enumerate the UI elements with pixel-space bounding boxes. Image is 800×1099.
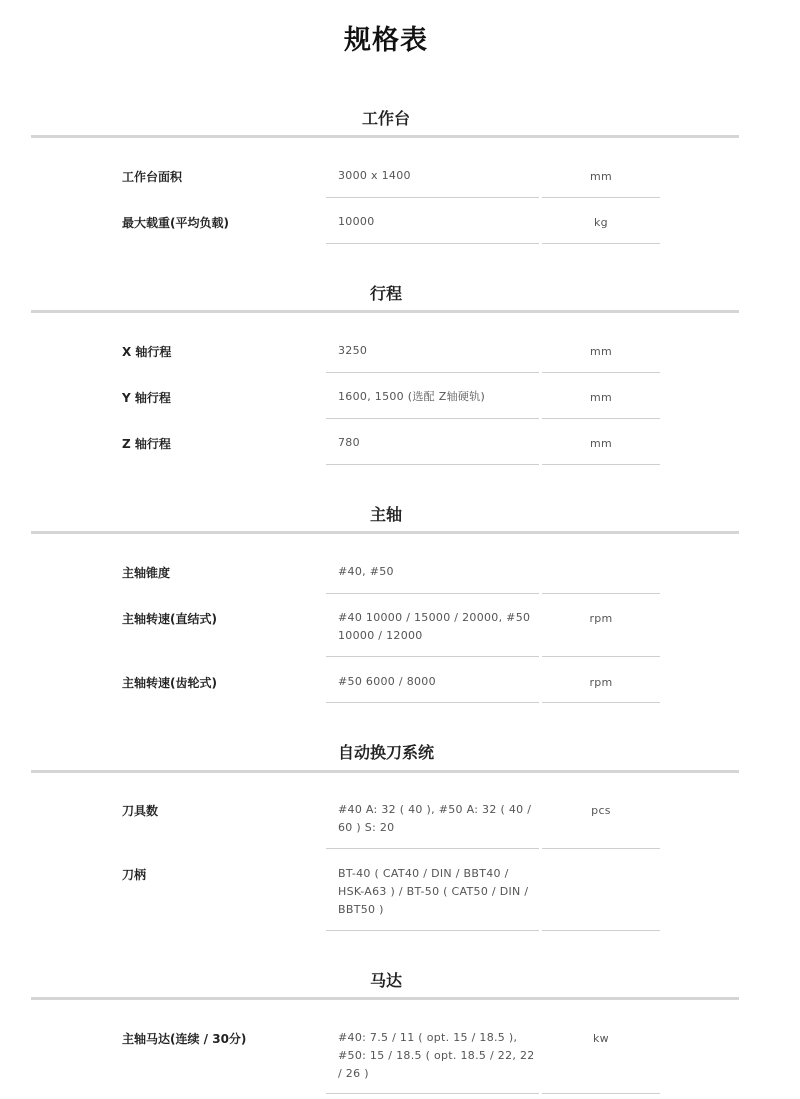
spec-value: 10000 bbox=[338, 215, 375, 228]
row-divider bbox=[542, 848, 660, 849]
section-divider bbox=[31, 135, 739, 138]
section-heading-motor: 马达 bbox=[369, 971, 402, 990]
spec-unit: mm bbox=[589, 391, 613, 404]
row-divider bbox=[326, 656, 539, 657]
section-heading-atc: 自动换刀系统 bbox=[337, 743, 434, 762]
spec-value: 780 bbox=[338, 436, 360, 449]
section-heading-spindle: 主轴 bbox=[369, 505, 402, 524]
spec-unit: kw bbox=[593, 1032, 609, 1045]
section-divider bbox=[31, 770, 739, 773]
spec-unit: mm bbox=[589, 170, 613, 183]
row-divider bbox=[542, 197, 660, 198]
row-divider bbox=[326, 372, 539, 373]
row-divider bbox=[542, 656, 660, 657]
page-title: 规格表 bbox=[344, 25, 428, 56]
spec-unit: kg bbox=[594, 216, 608, 229]
section-divider bbox=[31, 531, 739, 534]
spec-unit: mm bbox=[589, 437, 613, 450]
row-divider bbox=[326, 418, 539, 419]
spec-label: Y 轴行程 bbox=[122, 391, 171, 405]
section-divider bbox=[31, 310, 739, 313]
spec-value: 1600, 1500 (选配 Z轴硬轨) bbox=[338, 390, 486, 403]
row-divider bbox=[542, 702, 660, 703]
section-heading-travel: 行程 bbox=[369, 284, 402, 303]
spec-label: Z 轴行程 bbox=[122, 437, 171, 451]
spec-value: #50 6000 / 8000 bbox=[338, 675, 436, 688]
spec-unit: pcs bbox=[591, 804, 611, 817]
section-divider bbox=[31, 997, 739, 1000]
row-divider bbox=[542, 418, 660, 419]
spec-value: BT-40 ( CAT40 / DIN / BBT40 / HSK-A63 ) / BT-50 ( CAT50 / DIN / BBT50 ) bbox=[338, 867, 529, 916]
spec-label: 工作台面积 bbox=[122, 170, 183, 184]
row-divider bbox=[326, 464, 539, 465]
row-divider bbox=[542, 1093, 660, 1094]
row-divider bbox=[542, 372, 660, 373]
spec-label: 主轴转速(齿轮式) bbox=[122, 676, 217, 690]
row-divider bbox=[326, 930, 539, 931]
spec-value: #40, #50 bbox=[338, 565, 394, 578]
row-divider bbox=[326, 1093, 539, 1094]
spec-value: #40: 7.5 / 11 ( opt. 15 / 18.5 ), #50: 15 / 18.5 ( opt. 18.5 / 22, 22 / 26 ) bbox=[338, 1031, 535, 1080]
spec-value: 3250 bbox=[338, 344, 368, 357]
spec-value: #40 10000 / 15000 / 20000, #50 10000 / 12000 bbox=[338, 611, 531, 642]
row-divider bbox=[542, 930, 660, 931]
spec-label: 主轴马达(连续 / 30分) bbox=[122, 1032, 247, 1046]
row-divider bbox=[542, 243, 660, 244]
spec-unit: rpm bbox=[589, 676, 613, 689]
section-heading-worktable: 工作台 bbox=[361, 109, 410, 128]
row-divider bbox=[326, 848, 539, 849]
spec-value: #40 A: 32 ( 40 ), #50 A: 32 ( 40 / 60 ) S: 20 bbox=[338, 803, 532, 834]
row-divider bbox=[326, 702, 539, 703]
spec-label: 主轴转速(直结式) bbox=[122, 612, 217, 626]
spec-label: 最大载重(平均负载) bbox=[122, 216, 229, 230]
row-divider bbox=[326, 243, 539, 244]
spec-label: X 轴行程 bbox=[122, 345, 172, 359]
row-divider bbox=[326, 197, 539, 198]
spec-label: 主轴锥度 bbox=[122, 566, 171, 580]
spec-value: 3000 x 1400 bbox=[338, 169, 411, 182]
row-divider bbox=[326, 593, 539, 594]
spec-unit: rpm bbox=[589, 612, 613, 625]
row-divider bbox=[542, 593, 660, 594]
spec-label: 刀柄 bbox=[122, 868, 147, 882]
row-divider bbox=[542, 464, 660, 465]
spec-unit: mm bbox=[589, 345, 613, 358]
spec-label: 刀具数 bbox=[122, 804, 159, 818]
